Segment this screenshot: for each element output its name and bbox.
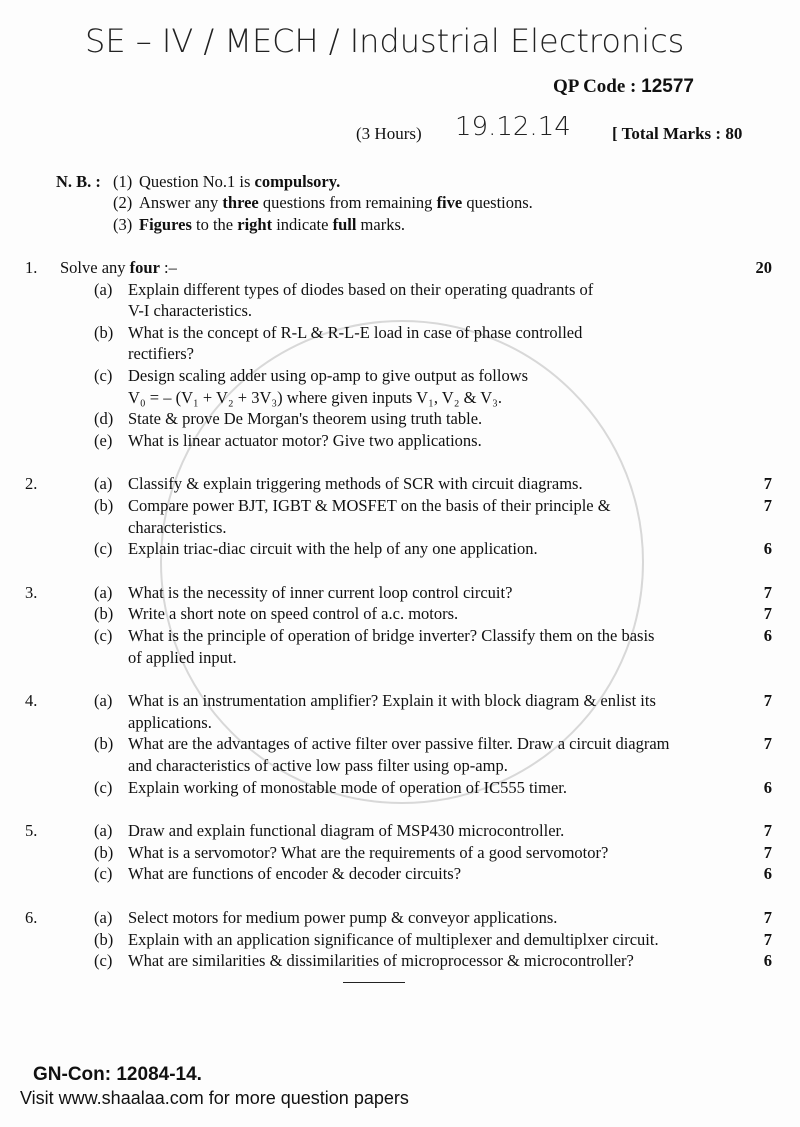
question-part-row: [0, 473, 800, 495]
question-part-continuation: [0, 387, 800, 409]
part-text: What are functions of encoder & decoder circuits?: [128, 864, 462, 884]
nb-label: N. B. :: [56, 172, 101, 191]
question-part-row: [0, 582, 800, 604]
part-label: (e): [94, 430, 113, 450]
part-marks: 7: [763, 474, 772, 494]
part-text: and characteristics of active low pass filter using op-amp.: [128, 756, 508, 775]
part-label: (c): [94, 626, 113, 645]
part-text: Compare power BJT, IGBT & MOSFET on the basis of their principle &: [128, 496, 611, 515]
question-part-continuation: [0, 712, 800, 734]
part-label: (a): [94, 474, 113, 494]
instruction-segment: Answer any: [139, 193, 223, 212]
question-number: 1.: [25, 258, 38, 277]
part-text: V-I characteristics.: [128, 301, 252, 321]
question-part-row: [0, 777, 800, 799]
qp-code: [553, 76, 694, 98]
handwritten-title: SE – IV / MECH / Industrial Electronics: [85, 22, 685, 60]
part-text: What is the principle of operation of bridge inverter? Classify them on the basis: [128, 626, 655, 645]
question-part-row: [0, 929, 800, 951]
question-part-row: [0, 408, 800, 430]
part-label: (b): [94, 929, 114, 949]
question-part-row: [0, 365, 800, 387]
part-label: (b): [94, 604, 114, 624]
part-label: (b): [94, 842, 114, 862]
end-divider: [343, 982, 405, 983]
instruction-row: [0, 192, 800, 214]
part-label: (b): [94, 496, 114, 515]
part-text: Explain triac-diac circuit with the help of any one application.: [128, 539, 538, 559]
part-text: Explain working of monostable mode of operation of IC555 timer.: [128, 777, 567, 797]
part-marks: 7: [763, 929, 772, 949]
question-part-continuation: [0, 647, 800, 669]
question-number: 5.: [25, 821, 38, 841]
question-number: 3.: [25, 582, 38, 602]
question-intro: Solve any four :–: [60, 258, 177, 277]
question-part-row: [0, 625, 800, 647]
question-part-row: [0, 907, 800, 929]
part-label: (c): [94, 366, 113, 385]
instruction-segment: right: [237, 215, 273, 234]
part-label: (c): [94, 864, 113, 884]
part-marks: 6: [763, 539, 772, 559]
question-part-row: [0, 495, 800, 517]
question-part-row: [0, 690, 800, 712]
instruction-segment: marks.: [356, 215, 405, 234]
question-part-continuation: [0, 517, 800, 539]
part-marks: 7: [763, 734, 772, 754]
question-part-row: [0, 820, 800, 842]
part-marks: 7: [763, 908, 772, 927]
part-text: applications.: [128, 712, 212, 732]
qp-code-value: 12577: [641, 76, 694, 97]
part-text: characteristics.: [128, 517, 227, 537]
part-marks: 7: [763, 604, 772, 624]
part-text: Explain with an application significance of multiplexer and demultiplxer circuit.: [128, 929, 659, 949]
question-part-row: [0, 733, 800, 755]
part-marks: 6: [763, 626, 772, 645]
part-text: What is an instrumentation amplifier? Explain it with block diagram & enlist its: [128, 691, 656, 711]
instruction-number: (1): [113, 172, 133, 191]
qp-code-label: QP Code :: [553, 76, 637, 97]
instruction-text: [139, 214, 405, 236]
instruction-segment: Question No.1 is: [139, 172, 255, 191]
question-row: [0, 257, 800, 279]
part-marks: 7: [763, 496, 772, 515]
question-part-row: [0, 430, 800, 452]
question-part-row: [0, 322, 800, 344]
part-marks: 6: [763, 864, 772, 884]
part-text: Classify & explain triggering methods of SCR with circuit diagrams.: [128, 474, 583, 494]
part-marks: 6: [763, 951, 772, 971]
part-marks: 7: [763, 842, 772, 862]
gn-con-code: GN-Con: 12084-14.: [33, 1064, 202, 1085]
part-text: rectifiers?: [128, 344, 194, 364]
instruction-row: [0, 171, 800, 193]
question-number: 6.: [25, 908, 38, 927]
part-label: (a): [94, 821, 113, 841]
instruction-segment: five: [436, 193, 463, 212]
part-label: (a): [94, 582, 113, 602]
exam-date: 19.12.14: [455, 112, 571, 142]
part-label: (a): [94, 691, 113, 711]
total-marks: [ Total Marks : 80: [612, 124, 743, 143]
question-marks: 20: [755, 258, 772, 277]
instruction-row: [0, 214, 800, 236]
instruction-segment: to the: [191, 215, 238, 234]
instruction-segment: indicate: [272, 215, 333, 234]
part-marks: 7: [763, 582, 772, 602]
question-part-row: [0, 842, 800, 864]
instruction-segment: compulsory.: [254, 172, 341, 191]
instruction-text: [139, 171, 340, 193]
part-label: (c): [94, 777, 113, 797]
part-text: What are similarities & dissimilarities of microprocessor & microcontroller?: [128, 951, 634, 971]
duration: (3 Hours): [356, 124, 422, 143]
part-label: (b): [94, 322, 114, 342]
part-label: (b): [94, 734, 114, 754]
part-text: State & prove De Morgan's theorem using truth table.: [128, 409, 483, 429]
question-part-continuation: [0, 755, 800, 777]
part-label: (c): [94, 539, 113, 559]
question-part-row: [0, 950, 800, 972]
part-text: What is linear actuator motor? Give two applications.: [128, 430, 482, 450]
instruction-number: (3): [113, 215, 133, 234]
part-label: (c): [94, 951, 113, 971]
instruction-segment: questions.: [462, 193, 533, 212]
part-text: What is a servomotor? What are the requirements of a good servomotor?: [128, 842, 609, 862]
instruction-segment: full: [332, 215, 357, 234]
part-text: V₀ = – (V₁ + V₂ + 3V₃) where given inputs V₁, V₂ & V₃.: [128, 387, 503, 407]
part-text: Explain different types of diodes based on their operating quadrants of: [128, 279, 594, 299]
question-number: 4.: [25, 691, 38, 711]
part-text: What is the concept of R-L & R-L-E load in case of phase controlled: [128, 322, 583, 342]
part-text: Write a short note on speed control of a.c. motors.: [128, 604, 459, 624]
part-marks: 6: [763, 777, 772, 797]
question-part-row: [0, 603, 800, 625]
instruction-segment: three: [222, 193, 259, 212]
question-part-row: [0, 279, 800, 301]
visit-link[interactable]: Visit www.shaalaa.com for more question papers: [20, 1088, 409, 1108]
part-text: What is the necessity of inner current loop control circuit?: [128, 582, 513, 602]
question-part-row: [0, 538, 800, 560]
part-text: Design scaling adder using op-amp to give output as follows: [128, 366, 529, 385]
instruction-segment: Figures: [139, 215, 192, 234]
part-text: What are the advantages of active filter over passive filter. Draw a circuit diagram: [128, 734, 670, 754]
part-text: of applied input.: [128, 647, 237, 667]
question-part-continuation: [0, 343, 800, 365]
instruction-number: (2): [113, 193, 133, 212]
part-text: Select motors for medium power pump & conveyor applications.: [128, 908, 558, 927]
part-label: (d): [94, 409, 114, 429]
question-part-continuation: [0, 300, 800, 322]
part-marks: 7: [763, 821, 772, 841]
instruction-segment: questions from remaining: [258, 193, 437, 212]
question-part-row: [0, 863, 800, 885]
part-marks: 7: [763, 691, 772, 711]
part-label: (a): [94, 908, 113, 927]
instruction-text: [139, 192, 533, 214]
question-number: 2.: [25, 474, 38, 494]
part-label: (a): [94, 279, 113, 299]
part-text: Draw and explain functional diagram of MSP430 microcontroller.: [128, 821, 565, 841]
